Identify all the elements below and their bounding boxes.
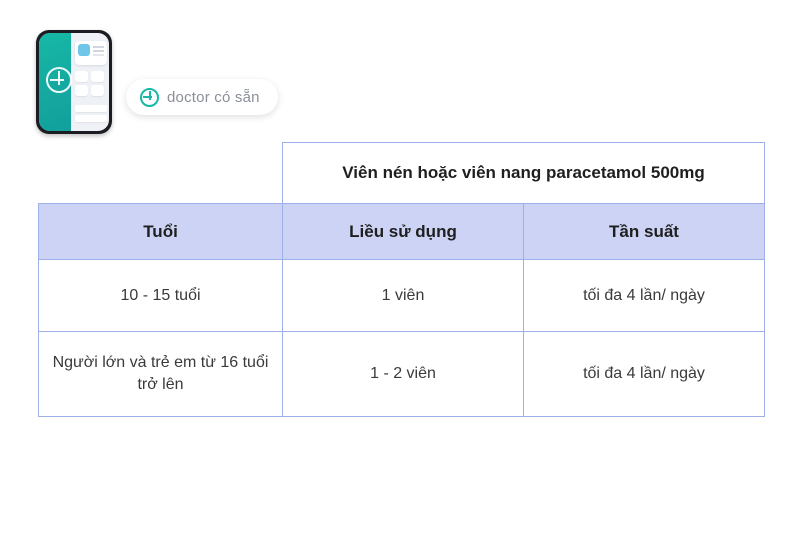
column-header-age: Tuổi bbox=[39, 204, 283, 260]
phone-screen-app-tile bbox=[91, 71, 104, 82]
cell-age: 10 - 15 tuổi bbox=[39, 260, 283, 332]
phone-screen-list-row bbox=[75, 105, 107, 112]
column-header-dose: Liều sử dụng bbox=[283, 204, 524, 260]
table-row-title bbox=[39, 143, 765, 204]
phone-screen-app-tile bbox=[91, 85, 104, 96]
phone-screen-app-grid bbox=[75, 71, 107, 96]
cell-dose: 1 viên bbox=[283, 260, 524, 332]
phone-screen-card-thumb bbox=[78, 44, 90, 56]
phone-screen-list bbox=[75, 105, 107, 125]
table-row bbox=[39, 260, 765, 332]
brand-pill bbox=[126, 79, 278, 115]
medical-cross-circle-icon bbox=[140, 88, 159, 107]
table-header-row bbox=[39, 204, 765, 260]
brand-name: doctor có sẵn bbox=[167, 88, 260, 106]
table-cell-spacer bbox=[39, 143, 283, 204]
cell-frequency: tối đa 4 lần/ ngày bbox=[524, 332, 765, 417]
phone-screen-list-row bbox=[75, 115, 107, 122]
paracetamol-dosage-table bbox=[38, 142, 765, 417]
column-header-frequency: Tần suất bbox=[524, 204, 765, 260]
phone-screen-card-lines bbox=[93, 46, 104, 48]
phone-screen-card bbox=[75, 41, 107, 65]
medical-cross-circle-icon bbox=[46, 67, 72, 93]
phone-screen-teal-panel bbox=[39, 33, 71, 131]
phone-screen-app-tile bbox=[75, 71, 88, 82]
phone-screen-app-tile bbox=[75, 85, 88, 96]
phone-screen bbox=[39, 33, 109, 131]
table-title: Viên nén hoặc viên nang paracetamol 500mg bbox=[283, 143, 765, 204]
table-row bbox=[39, 332, 765, 417]
cell-age: Người lớn và trẻ em từ 16 tuổi trở lên bbox=[39, 332, 283, 417]
smartphone-app-preview bbox=[36, 30, 112, 134]
cell-frequency: tối đa 4 lần/ ngày bbox=[524, 260, 765, 332]
cell-dose: 1 - 2 viên bbox=[283, 332, 524, 417]
brand-logo-block bbox=[28, 22, 288, 132]
